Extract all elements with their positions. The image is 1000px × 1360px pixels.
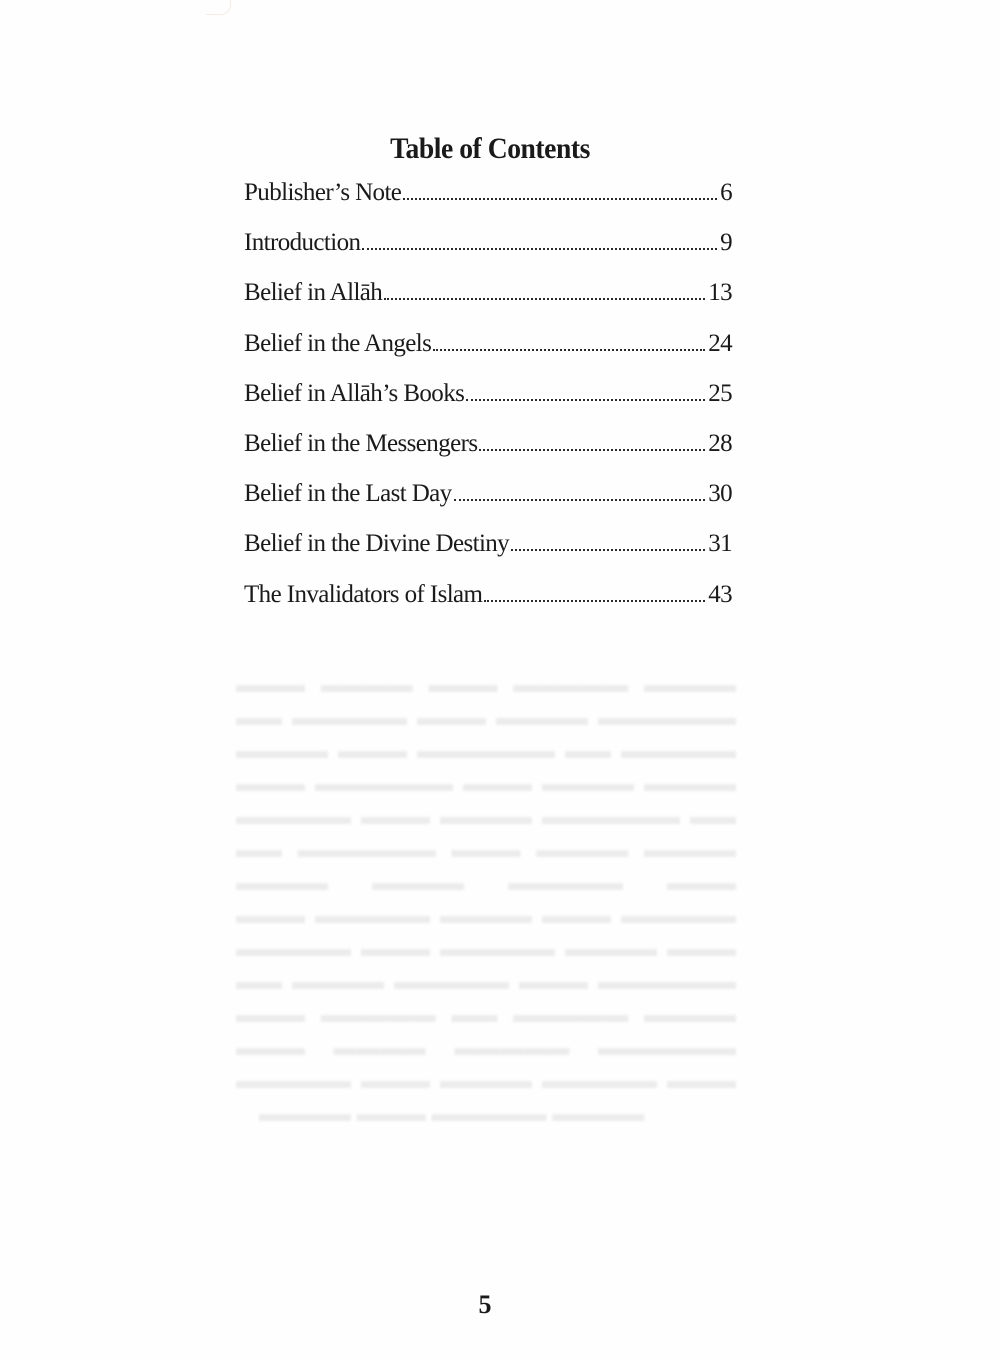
show-through-text: ▬▬▬ ▬▬▬▬ ▬▬▬ ▬▬▬▬▬ ▬▬▬▬ ▬▬ ▬▬▬▬▬ ▬▬▬ ▬▬▬▬ ▬▬▬▬▬▬ ▬▬▬▬ ▬▬▬ ▬▬▬▬▬▬ ▬▬ ▬▬▬▬▬ ▬▬▬ ▬▬▬▬▬▬ ▬▬▬ ▬▬▬▬ ▬▬▬▬ ▬▬▬▬▬ ▬▬▬ ▬▬▬▬ ▬▬▬▬▬▬ ▬▬ ▬▬ ▬▬▬▬▬▬ ▬▬▬ ▬▬▬▬ ▬▬▬▬ ▬▬▬▬ ▬▬▬▬ ▬▬▬▬▬ ▬▬▬ ▬▬▬ ▬▬▬▬▬ ▬▬▬▬ ▬▬▬ ▬▬▬▬▬ ▬▬▬▬▬ ▬▬▬ ▬▬▬▬▬ ▬▬▬▬ ▬▬▬ ▬▬ ▬▬▬▬ ▬▬▬▬▬ ▬▬▬ ▬▬▬▬▬▬ ▬▬▬ ▬▬▬▬▬ ▬▬ ▬▬▬▬▬ ▬▬▬▬ ▬▬▬ ▬▬▬▬ ▬▬▬▬▬ ▬▬▬▬▬▬ ▬▬▬▬▬ ▬▬▬ ▬▬▬▬ ▬▬▬▬▬ ▬▬▬ ▬▬▬▬ ▬▬▬ ▬▬▬▬▬ ▬▬▬▬: [236, 672, 736, 1126]
toc-dot-leader: [466, 399, 705, 401]
toc-entry: [244, 228, 732, 278]
page-number: 5: [478, 1290, 492, 1319]
toc-entry: [244, 429, 732, 479]
toc-entry-title: Introduction: [244, 229, 361, 257]
toc-dot-leader: [454, 499, 706, 501]
toc-entry-title: Belief in the Angels: [244, 329, 432, 357]
toc-entry-page: 43: [708, 580, 732, 608]
toc-entry-page: 6: [720, 179, 732, 206]
toc-dot-leader: [384, 298, 705, 300]
toc-entry-title: The Invalidators of Islam: [244, 580, 483, 608]
toc-dot-leader: [362, 248, 717, 250]
toc-dot-leader: [484, 600, 705, 602]
toc-entry-title: Belief in the Divine Destiny: [244, 530, 510, 558]
toc-entry: [244, 178, 732, 228]
toc-entry-page: 31: [708, 530, 732, 558]
toc-dot-leader: [479, 449, 705, 451]
toc-entry: [244, 529, 732, 579]
toc-entry-page: 9: [720, 229, 732, 257]
toc-entry-title: Belief in the Last Day: [244, 480, 452, 508]
toc-dot-leader: [403, 198, 717, 200]
toc-entry-page: 28: [708, 429, 732, 457]
toc-entry-page: 13: [708, 279, 732, 307]
toc-dot-leader: [511, 549, 705, 551]
paper-corner-mark: [206, 0, 231, 15]
toc-entry: [244, 379, 732, 429]
toc-entry: [244, 278, 732, 328]
toc-entry-page: 25: [708, 379, 732, 407]
table-of-contents: [244, 178, 732, 630]
toc-entry-title: Belief in the Messengers: [244, 429, 478, 457]
toc-entry-title: Publisher’s Note: [244, 179, 402, 206]
page-title: Table of Contents: [390, 132, 590, 166]
toc-entry-page: 24: [708, 329, 732, 357]
toc-entry-title: Belief in Allāh: [244, 279, 383, 307]
toc-entry: [244, 329, 732, 379]
toc-dot-leader: [433, 349, 705, 351]
toc-entry: [244, 479, 732, 529]
toc-entry-page: 30: [708, 480, 732, 508]
toc-entry: [244, 580, 732, 630]
toc-entry-title: Belief in Allāh’s Books: [244, 379, 465, 407]
